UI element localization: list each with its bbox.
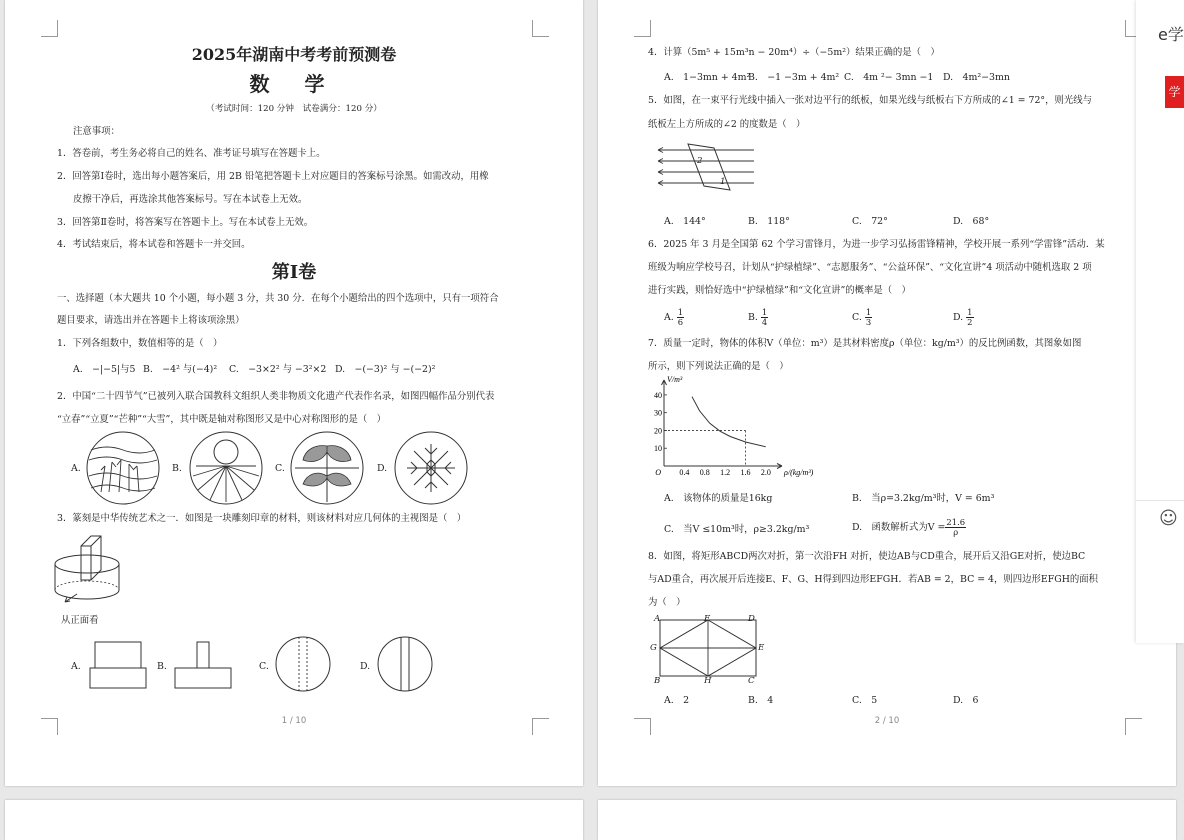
exam-info: （考试时间：120 分钟 试卷满分：120 分） [206,104,382,114]
section-heading: 题目要求，请选出并在答题卡上将该项涂黑） [57,315,245,326]
q6-option-a: A. $\frac{1}{6}$ [664,307,684,327]
y-axis-label: V/m³ [667,375,683,384]
y-tick-label: 30 [654,408,662,418]
notice-item: 2．回答第Ⅰ卷时，选出每小题答案后，用 2B 铅笔把答题卡上对应题目的答案标号涂黑。如需改动，用橡 [57,171,489,182]
document-page-1 [5,0,583,786]
question-8: 与AD重合，再次展开后连接E、F、G、H得到四边形EFGH．若AB = 2，BC = 4，则四边形EFGH的面积 [648,574,1099,585]
question-6: 6．2025 年 3 月是全国第 62 个学习雷锋月，为进一步学习弘扬雷锋精神，学校开展一系列“学雷锋”活动．某 [648,239,1105,250]
point-label-b: B [654,676,661,686]
q7-option-a: A. 该物体的质量是16kg [664,493,773,504]
inverse-function-chart [648,375,838,478]
q3-option-b: B. [157,661,167,672]
question-6: 班级为响应学校号召，计划从“护绿植绿”、“志愿服务”、“公益环保”、“文化宣讲”4 项活动中随机选取 2 项 [648,262,1092,273]
solar-term-daxue-figure [393,430,473,506]
solar-term-mangzhong-figure [289,430,369,506]
view-caption: 从正面看 [61,615,99,626]
section-heading: 一、选择题（本大题共 10 个小题，每小题 3 分，共 30 分．在每个小题给出的四个选项中，只有一项符合 [57,293,499,304]
question-2: 2．中国“二十四节气”已被列入联合国教科文组织人类非物质文化遗产代表作名录，如图四幅作品分别代表 [57,391,495,402]
point-label-c: C [748,676,755,686]
origin-label: O [655,468,661,477]
q6-option-c: C. $\frac{1}{3}$ [852,307,872,327]
q1-option-a: A. −|−5|与5 [73,364,136,375]
x-axis-label: ρ/(kg/m³) [784,468,814,477]
notice-item: 4．考试结束后，将本试卷和答题卡一并交回。 [57,239,251,250]
q3-option-a: A. [71,661,81,672]
x-tick-label: 0.8 [699,468,710,477]
x-tick-label: 1.2 [720,468,731,477]
question-3: 3．篆刻是中华传统艺术之一．如图是一块雕刻印章的材料，则该材料对应几何体的主视图是（ ） [57,513,467,524]
toolbar-divider [1136,500,1184,501]
point-label-f: F [704,614,710,624]
q1-option-c: C. −3×2² 与 −3²×2 [229,364,327,375]
solar-term-lixia-figure [188,430,268,506]
q5-option-b: B. 118° [748,216,790,227]
notice-item: 1．答卷前，考生务必将自己的姓名、准考证号填写在答题卡上。 [57,148,326,159]
q7-option-d: D. 函数解析式为V = $\frac{21.6}{\rho}$ [852,517,966,537]
q5-option-c: C. 72° [852,216,888,227]
question-4: 4．计算（5m⁵ + 15m³n − 20m⁴）÷（−5m²）结果正确的是（ ） [648,47,940,58]
crop-mark [41,20,58,37]
point-label-h: H [704,676,712,686]
subject-title: 数 学 [249,72,339,96]
q4-option-c: C. 4m ²− 3mn −1 [844,72,934,83]
q1-option-d: D. −(−3)² 与 −(−2)² [335,364,436,375]
x-tick-label: 1.6 [740,468,751,477]
point-label-g: G [650,643,657,653]
document-page-2 [598,0,1176,786]
y-tick-label: 10 [654,444,662,454]
question-7: 7．质量一定时，物体的体积V（单位：m³）是其材料密度ρ（单位：kg/m³）的反比例函数，其图象如图 [648,338,1082,349]
seal-material-figure [53,532,133,612]
q7-option-b: B. 当ρ=3.2kg/m³时，V = 6m³ [852,493,995,504]
question-2: “立春”“立夏”“芒种”“大雪”，其中既是轴对称图形又是中心对称图形的是（ ） [57,414,386,425]
angle-1-label: 1 [720,177,726,187]
crop-mark [532,20,549,37]
learn-badge-icon[interactable]: 学 [1165,76,1184,108]
q3-option-d-figure [377,636,437,694]
notice-item: 3．回答第Ⅱ卷时，将答案写在答题卡上。写在本试卷上无效。 [57,217,314,228]
exam-title: 2025年湖南中考考前预测卷 [191,45,397,64]
q7-option-c: C. 当V ≤10m³时，ρ≥3.2kg/m³ [664,524,810,535]
question-5: 纸板左上方所成的∠2 的度数是（ ） [648,119,806,130]
q6-option-b: B. $\frac{1}{4}$ [748,307,768,327]
q3-option-c-figure [275,636,335,694]
q3-option-c: C. [259,661,269,672]
q6-option-d: D. $\frac{1}{2}$ [953,307,973,327]
q4-option-a: A. 1−3mn + 4m² [664,72,751,83]
angle-2-label: 2 [697,156,703,166]
x-tick-label: 2.0 [760,468,771,477]
point-label-d: D [748,614,755,624]
x-tick-label: 0.4 [679,468,690,477]
question-6: 进行实践，则恰好选中“护绿植绿”和“文化宣讲”的概率是（ ） [648,285,911,296]
y-tick-label: 20 [654,426,662,436]
crop-mark [634,20,651,37]
parallel-light-figure [654,140,764,200]
q3-option-d: D. [360,661,371,672]
document-page-3 [5,800,583,840]
q4-option-d: D. 4m²−3mn [943,72,1010,83]
q4-option-b: B. −1 −3m + 4m² [748,72,840,83]
notice-title: 注意事项： [73,126,120,137]
y-tick-label: 40 [654,390,662,400]
question-8: 为（ ） [648,597,686,608]
q1-option-b: B. −4² 与(−4)² [143,364,218,375]
question-7: 所示，则下列说法正确的是（ ） [648,361,789,372]
smiley-icon[interactable]: ☺ [1159,508,1178,529]
document-page-4 [598,800,1176,840]
side-toolbar [1136,0,1184,643]
page-number: 1 / 10 [281,716,307,726]
point-label-e: E [758,643,765,653]
solar-term-lichun-figure [85,430,165,506]
q2-option-b: B. [172,463,182,474]
q2-option-c: C. [275,463,285,474]
e-learn-label[interactable]: e学 [1158,25,1184,44]
q8-option-d: D. 6 [953,695,979,706]
question-5: 5．如图，在一束平行光线中插入一张对边平行的纸板，如果光线与纸板右下方所成的∠1 = 72°，则光线与 [648,95,1092,106]
volume-heading: 第Ⅰ卷 [271,262,317,283]
notice-item: 皮擦干净后，再选涂其他答案标号。写在本试卷上无效。 [73,194,308,205]
q8-option-b: B. 4 [748,695,774,706]
question-8: 8．如图，将矩形ABCD两次对折，第一次沿FH 对折，使边AB与CD重合，展开后又沿GE对折，使边BC [648,551,1086,562]
q2-option-d: D. [377,463,388,474]
question-1: 1．下列各组数中，数值相等的是（ ） [57,338,223,349]
q5-option-a: A. 144° [664,216,706,227]
q8-option-a: A. 2 [664,695,690,706]
q3-option-b-figure [173,640,235,692]
point-label-a: A [654,614,661,624]
q5-option-d: D. 68° [953,216,990,227]
page-number: 2 / 10 [874,716,900,726]
q2-option-a: A. [71,463,81,474]
q8-option-c: C. 5 [852,695,878,706]
series-curve [692,397,766,447]
q3-option-a-figure [89,640,149,692]
